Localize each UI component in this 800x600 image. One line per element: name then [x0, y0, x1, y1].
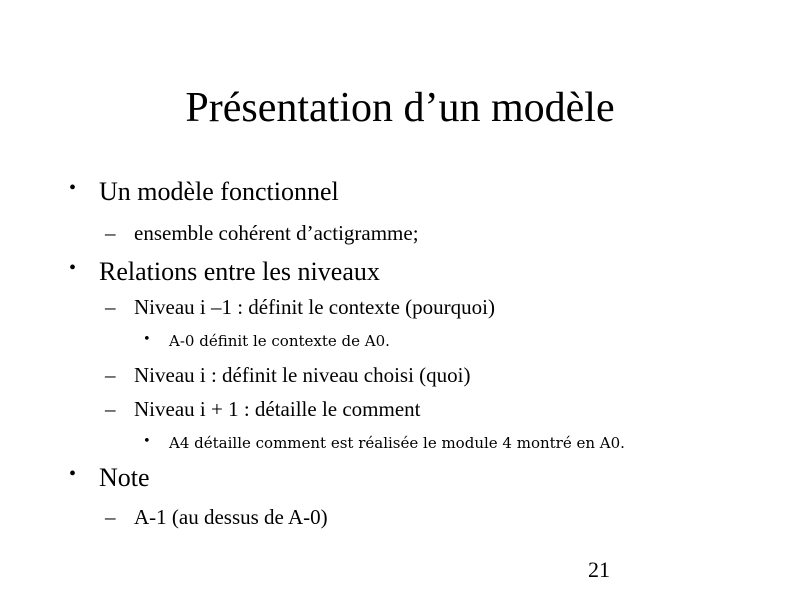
sub-bullet-item: [105, 294, 495, 320]
sub-sub-bullet-item: [143, 433, 625, 453]
bullet-marker: •: [69, 177, 77, 199]
dash-marker: –: [105, 363, 116, 387]
sub-bullet-item: [105, 396, 421, 422]
dash-marker: –: [105, 221, 116, 245]
bullet-marker: •: [143, 434, 151, 449]
sub-bullet-text: ensemble cohérent d’actigramme;: [134, 221, 419, 245]
sub-bullet-item: [105, 362, 471, 388]
sub-bullet-item: [105, 220, 419, 246]
dash-marker: –: [105, 295, 116, 319]
sub-bullet-item: [105, 504, 328, 530]
sub-bullet-text: Niveau i + 1 : détaille le comment: [134, 397, 421, 421]
bullet-marker: •: [69, 257, 77, 279]
dash-marker: –: [105, 397, 116, 421]
bullet-item: [69, 462, 150, 494]
sub-sub-bullet-text: A-0 définit le contexte de A0.: [169, 332, 390, 350]
bullet-item: [69, 256, 380, 288]
sub-bullet-text: Niveau i –1 : définit le contexte (pourquoi): [134, 295, 495, 319]
bullet-text: Note: [99, 463, 150, 492]
bullet-marker: •: [143, 332, 151, 347]
sub-bullet-text: Niveau i : définit le niveau choisi (quoi): [134, 363, 471, 387]
sub-sub-bullet-item: [143, 331, 390, 351]
bullet-item: [69, 176, 339, 208]
dash-marker: –: [105, 505, 116, 529]
slide-title: Présentation d’un modèle: [185, 85, 615, 131]
sub-sub-bullet-text: A4 détaille comment est réalisée le module 4 montré en A0.: [169, 434, 625, 452]
bullet-text: Relations entre les niveaux: [99, 257, 380, 286]
sub-bullet-text: A-1 (au dessus de A-0): [134, 505, 328, 529]
bullet-marker: •: [69, 463, 77, 485]
page-number: 21: [588, 557, 610, 582]
bullet-text: Un modèle fonctionnel: [99, 177, 339, 206]
